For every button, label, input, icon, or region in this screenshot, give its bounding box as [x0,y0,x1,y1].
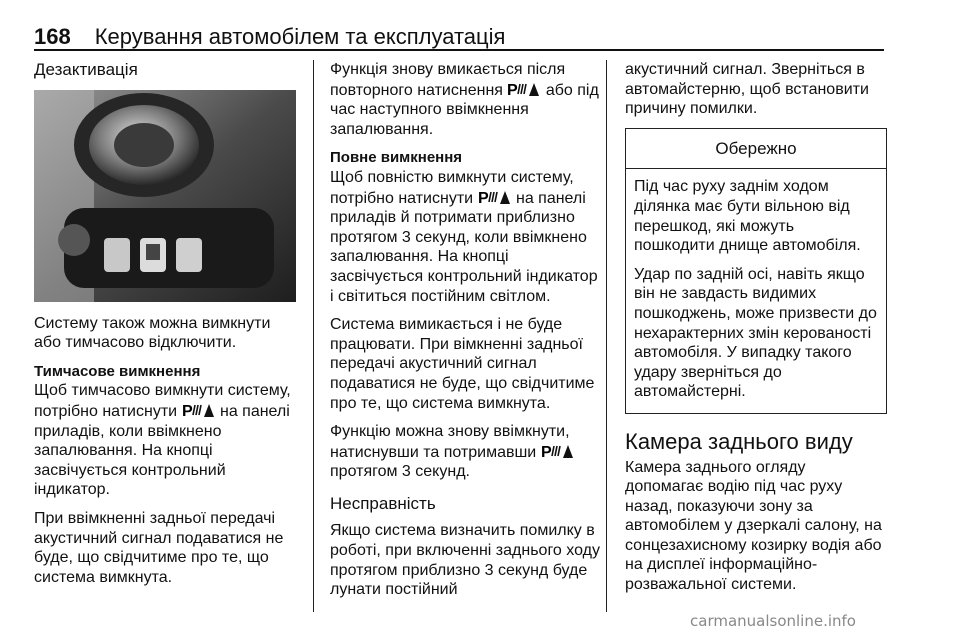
paragraph: Камера заднього огляду допомагає водію під час руху назад, показуючи зону за автомобілем у дзеркалі салону, на сонцезахисному козирку водія або на дисплеї інформаційно-розважальної системи. [625,458,882,594]
column-divider [606,60,607,612]
paragraph [330,422,600,482]
svg-text:P: P [540,443,552,460]
page-header [34,24,884,52]
section-heading-deactivation: Дезактивація [34,60,138,79]
caution-paragraph: Удар по задній осі, навіть якщо він не завдасть видимих пошкоджень, може призвести до нехарактерних змін керованості автомобіля. У випадку такого удару зверніться до автомайстерні. [634,265,877,401]
paragraph-text: Щоб тимчасово вимкнути систему, потрібно натиснути [34,382,291,420]
paragraph: Систему також можна вимкнути або тимчасово відключити. [34,314,271,352]
svg-text:P: P [507,81,519,98]
subheading-full-off: Повне вимкнення [330,149,463,167]
paragraph-text: на панелі приладів й потримати приблизно протягом 3 секунд, коли ввімкнено запалювання. На кнопці засвічується контрольний індикатор і світиться постійним світлом. [330,189,598,305]
paragraph [34,381,300,500]
park-distance-control-icon [541,442,575,460]
paragraph: акустичний сигнал. Зверніться в автомайстерню, щоб встановити причину помилки. [625,61,869,118]
column-divider [313,60,314,612]
header-rule [34,49,884,51]
column-1 [34,60,300,596]
caution-body [626,169,886,413]
paragraph-text: Щоб повністю вимкнути систему, потрібно натиснути [330,168,574,207]
park-distance-control-icon [478,188,512,206]
park-distance-control-icon [507,80,541,98]
section-heading-rear-camera: Камера заднього виду [625,428,853,454]
paragraph: При ввімкненні задньої передачі акустичний сигнал подаватися не буде, що свідчитиме про те, що система вимкнута. [34,509,284,586]
paragraph-text: протягом 3 секунд. [330,463,470,481]
dashboard-switch-panel-photo [34,90,296,302]
caution-box [625,128,887,414]
page-number: 168 [34,24,71,49]
paragraph-text: на панелі приладів, коли ввімкнено запалювання. На кнопці засвічується контрольний індикатор. [34,402,290,499]
column-3 [625,60,887,604]
caution-title: Обережно [626,129,886,170]
svg-text:P: P [477,189,489,206]
paragraph: Система вимикається і не буде працювати. При вімкненні задньої передачі акустичний сигнал подаватися не буде, що свідчитиме про те, що система вимкнута. [330,316,595,412]
paragraph-text: Функцію можна знову ввімкнути, натиснувши та потримавши [330,423,570,461]
subheading-temporary-off: Тимчасове вимкнення [34,362,201,380]
paragraph: Якщо система визначить помилку в роботі, при включенні заднього ходу протягом приблизно 3 секунд буде лунати постійний [330,522,600,599]
caution-paragraph: Під час руху заднім ходом ділянка має бути вільною від перешкод, які можуть пошкодити днище автомобіля. [634,178,861,255]
paragraph-text: Функція знову вмикається після повторного натиснення [330,61,566,99]
paragraph-text: або під час наступного ввімкнення запалювання. [330,81,599,138]
section-heading-fault: Несправність [330,493,436,513]
paragraph [330,60,600,139]
svg-text:P: P [181,402,193,419]
park-distance-control-icon [182,401,216,419]
watermark: carmanualsonline.info [690,612,856,630]
column-2 [330,60,600,609]
paragraph [330,168,600,306]
page-title: Керування автомобілем та експлуатація [94,24,506,49]
